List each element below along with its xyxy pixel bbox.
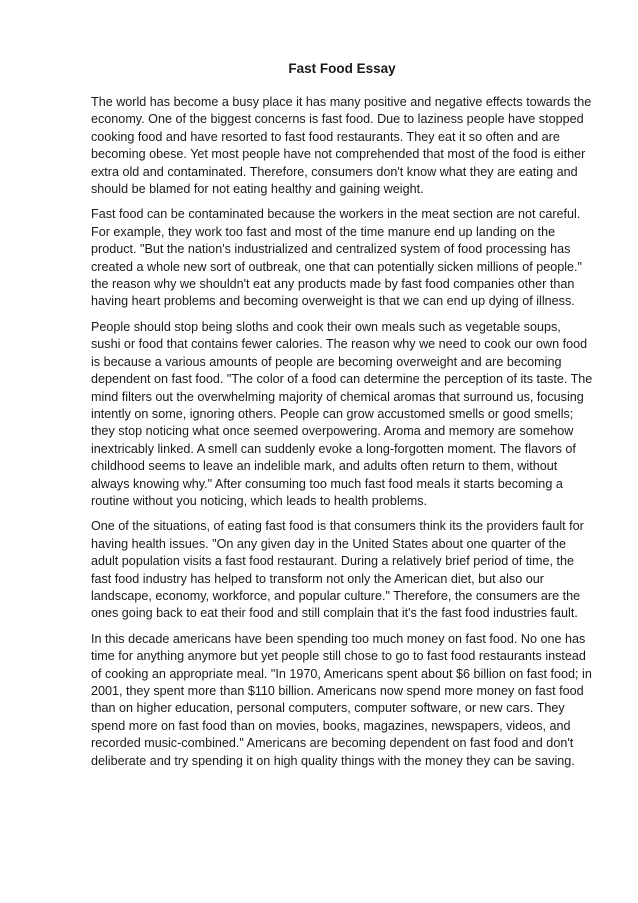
paragraph-2: Fast food can be contaminated because the workers in the meat section are not careful. For example, they work too fast and most of the time manure end up landing on the product. "But the nation's industrialized and centralized system of food processing has created a whole new sort of outbreak, one that can potentially sicken millions of people." the reason why we shouldn't eat any products made by fast food companies other than having heart problems and becoming overweight is that we can end up dying of illness.	[91, 207, 583, 309]
paragraph-3: People should stop being sloths and cook their own meals such as vegetable soups, sushi or food that contains fewer calories. The reason why we need to cook our own food is because a various amounts of people are becoming overweight and are becoming dependent on fast food. "The color of a food can determine the perception of its taste. The mind filters out the overwhelming majority of chemical aromas that surround us, focusing intently on some, ignoring others. People can grow accustomed smells or good smells; they stop noticing what once seemed overpowering. Aroma and memory are somehow inextricably linked. A smell can suddenly evoke a long-forgotten moment. The flavors of childhood seems to leave an indelible mark, and adults often return to them, without always knowing why." After consuming too much fast food meals it starts becoming a routine without you noticing, which leads to health problems.	[91, 319, 593, 508]
paragraph-1: The world has become a busy place it has many positive and negative effects towards the economy. One of the biggest concerns is fast food. Due to laziness people have stopped cooking food and have resorted to fast food restaurants. They eat it so often and are becoming obese. Yet most people have not comprehended that most of the food is either extra old and contaminated. Therefore, consumers don't know what they are eating and should be blamed for not eating healthy and gaining weight.	[91, 95, 592, 197]
paragraph-5: In this decade americans have been spending too much money on fast food. No one has time for anything anymore but yet people still chose to go to fast food restaurants instead of cooking an appropriate meal. "In 1970, Americans spent about $6 billion on fast food; in 2001, they spent more than $110 billion. Americans now spend more money on fast food than on higher education, personal computers, computer software, or new cars. They spend more on fast food than on movies, books, magazines, newspapers, videos, and recorded music-combined." Americans are becoming dependent on fast food and don't deliberate and try spending it on high quality things with the money they can be saving.	[91, 631, 592, 768]
page-title: Fast Food Essay	[288, 61, 396, 76]
paragraph-4: One of the situations, of eating fast food is that consumers think its the providers fault for having health issues. "On any given day in the United States about one quarter of the adult population visits a fast food restaurant. During a relatively brief period of time, the fast food industry has helped to transform not only the American diet, but also our landscape, economy, workforce, and popular culture." Therefore, the consumers are the ones going back to eat their food and still complain that it's the fast food industries fault.	[91, 519, 584, 621]
document-page	[91, 60, 593, 778]
